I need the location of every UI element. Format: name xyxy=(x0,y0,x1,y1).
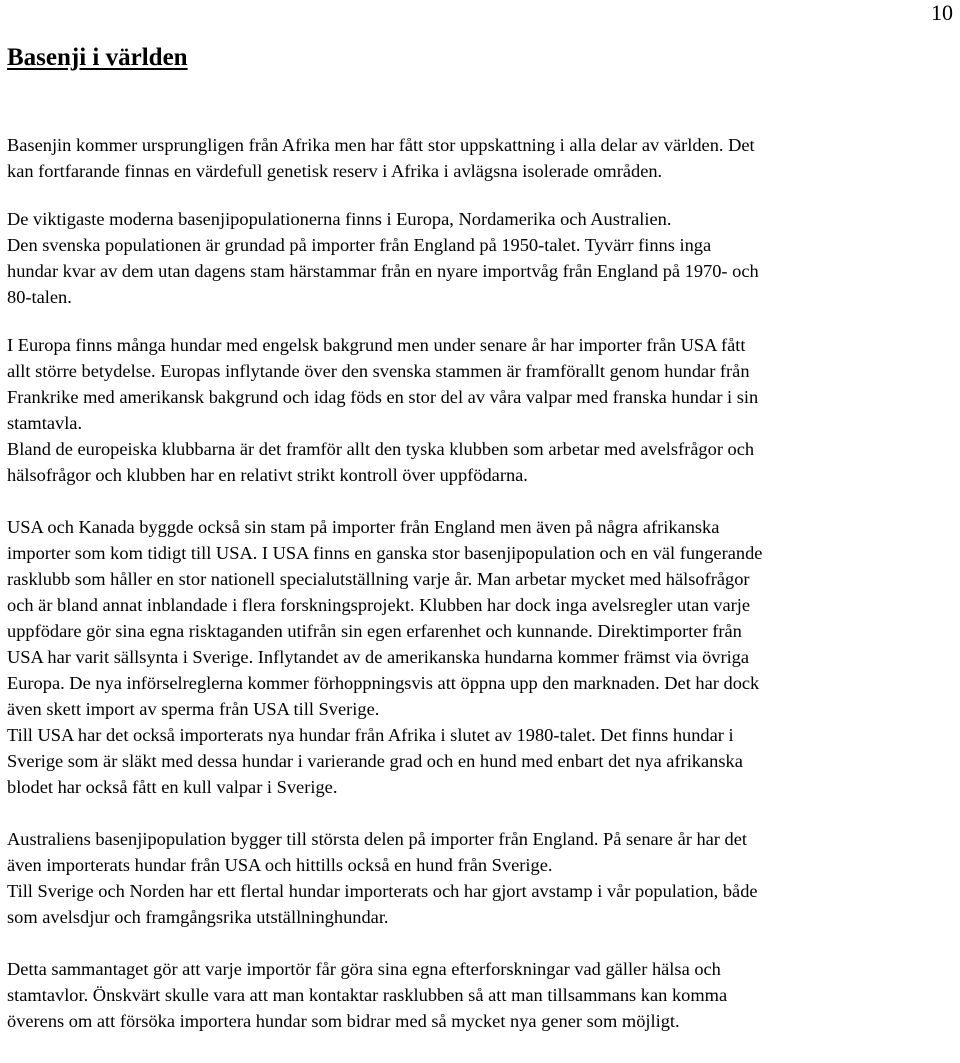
paragraph-populations: De viktigaste moderna basenjipopulationerna finns i Europa, Nordamerika och Australien. Den svenska populationen är grundad på importer från England på 1950-talet. Tyvärr finns inga hundar kvar av dem utan dagens stam härstammar från en nyare importvåg från England på 1970- och 80-talen. xyxy=(7,209,759,307)
paragraph-european-clubs: Bland de europeiska klubbarna är det framför allt den tyska klubben som arbetar med avelsfrågor och hälsofrågor och klubben har en relativt strikt kontroll över uppfödarna. xyxy=(7,439,755,485)
page-number: 10 xyxy=(931,0,953,25)
page-title: Basenji i världen xyxy=(7,44,188,71)
paragraph-africa-imports: Till USA har det också importerats nya hundar från Afrika i slutet av 1980-talet. Det finns hundar i Sverige som är släkt med dessa hundar i varierande grad och en hund med enbart det nya afrikanska blodet har också fått en kull valpar i Sverige. xyxy=(7,725,743,797)
document-body xyxy=(7,132,952,1034)
paragraph-nordic-imports: Till Sverige och Norden har ett flertal hundar importerats och har gjort avstamp i vår population, både som avelsdjur och framgångsrika utställninghundar. xyxy=(7,881,758,927)
paragraph-europe: I Europa finns många hundar med engelsk bakgrund men under senare år har importer från USA fått allt större betydelse. Europas inflytande över den svenska stammen är framförallt genom hundar från Frankrike med amerikansk bakgrund och idag föds en stor del av våra valpar med franska hundar i sin stamtavla. xyxy=(7,335,759,433)
paragraph-usa-canada: USA och Kanada byggde också sin stam på importer från England men även på några afrikanska importer som kom tidigt till USA. I USA finns en ganska stor basenjipopulation och en väl fungerande rasklubb som håller en stor nationell specialutställning varje år. Man arbetar mycket med hälsofrågor och är bland annat inblandade i flera forskningsprojekt. Klubben har dock inga avelsregler utan varje uppfödare gör sina egna risktaganden utifrån sin egen erfarenhet och kunnande. Direktimporter från USA har varit sällsynta i Sverige. Inflytandet av de amerikanska hundarna kommer främst via övriga Europa. De nya införselreglerna kommer förhoppningsvis att öppna upp den marknaden. Det har dock även skett import av sperma från USA till Sverige. xyxy=(7,517,763,719)
paragraph-australia: Australiens basenjipopulation bygger till största delen på importer från England. På senare år har det även importerats hundar från USA och hittills också en hund från Sverige. xyxy=(7,829,747,875)
paragraph-conclusion: Detta sammantaget gör att varje importör får göra sina egna efterforskningar vad gäller hälsa och stamtavlor. Önskvärt skulle vara att man kontaktar rasklubben så att man tillsammans kan komma överens om att försöka importera hundar som bidrar med så mycket nya gener som möjligt. xyxy=(7,959,728,1031)
paragraph-origin: Basenjin kommer ursprungligen från Afrika men har fått stor uppskattning i alla delar av världen. Det kan fortfarande finnas en värdefull genetisk reserv i Afrika i avlägsna isolerade områden. xyxy=(7,135,755,181)
